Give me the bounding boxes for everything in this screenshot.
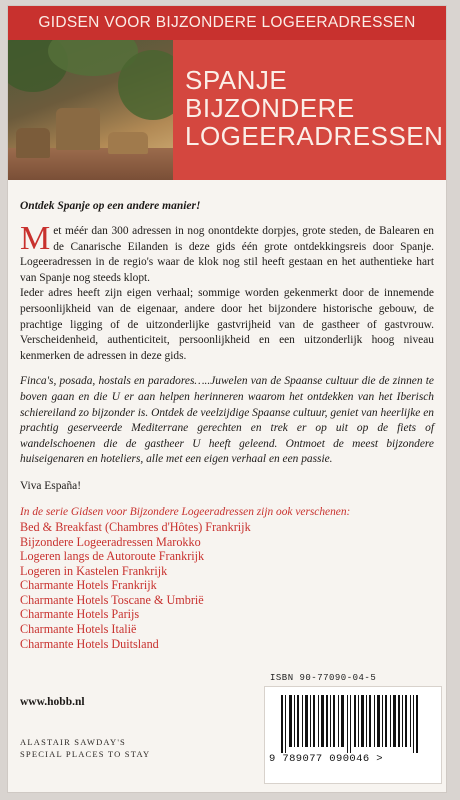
list-item: Bijzondere Logeeradressen Marokko — [20, 534, 201, 549]
intro-paragraph: Met méér dan 300 adressen in nog onontdekte dorpjes, grote steden, de Balearen en de Canarische Eilanden is deze gids één grote ontdekkingsreis door Spanje. Logeeradressen in de regio's waar de klok nog stil heeft gestaan en het authentieke hart van Spanje nog steeds klopt. — [20, 220, 434, 284]
barcode — [264, 686, 442, 784]
isbn-label: ISBN 90-77090-04-5 — [270, 673, 377, 683]
publisher-line: ALASTAIR SAWDAY'S — [20, 737, 126, 747]
publisher-line: SPECIAL PLACES TO STAY — [20, 749, 151, 759]
list-item: Charmante Hotels Duitsland — [20, 636, 159, 651]
list-item: Charmante Hotels Toscane & Umbrië — [20, 592, 204, 607]
closing-line: Viva España! — [20, 479, 81, 492]
website-link[interactable]: www.hobb.nl — [20, 696, 85, 708]
italic-paragraph: Finca's, posada, hostals en paradores…..Juwelen van de Spaanse cultuur die de zinnen te boven gaan en die U er aan helpen herinneren waarom het ontdekken van het Iberisch schiereiland zo bijzonder is. Ontdek de veelzijdige Spaanse cultuur, geniet van heerlijke en prachtig geserveerde Mediterrane gerechten en trek er op uit op de fiets of wandelschoenen die de gastheer U heeft geleend. Ontmoet de meest bijzondere huiseigenaren en hoteliers, alle met een eigen verhaal en een passie. — [20, 375, 434, 466]
cover-title — [173, 40, 446, 180]
tagline: Ontdek Spanje op een andere manier! — [20, 200, 201, 212]
barcode-digits: 9 789077 090046 > — [269, 753, 383, 765]
series-banner — [8, 6, 446, 40]
title-line: LOGEERADRESSEN — [185, 121, 444, 151]
list-item: Logeren in Kastelen Frankrijk — [20, 563, 168, 578]
publisher-imprint — [20, 736, 150, 760]
list-item: Logeren langs de Autoroute Frankrijk — [20, 549, 205, 564]
title-line: SPANJE — [185, 65, 288, 95]
title-line: BIJZONDERE — [185, 93, 355, 123]
blurb — [20, 200, 434, 651]
book-back-cover — [8, 6, 446, 792]
barcode-bars — [275, 695, 431, 753]
cover-hero — [8, 40, 446, 180]
list-item: Charmante Hotels Frankrijk — [20, 578, 157, 593]
list-item: Bed & Breakfast (Chambres d'Hôtes) Frankrijk — [20, 519, 251, 534]
list-item: Charmante Hotels Parijs — [20, 607, 140, 622]
series-heading: In de serie Gidsen voor Bijzondere Logeeradressen zijn ook verschenen: — [20, 505, 351, 518]
series-list — [20, 520, 434, 651]
list-item: Charmante Hotels Italië — [20, 622, 137, 637]
patio-photo — [8, 40, 173, 180]
series-title: GIDSEN VOOR BIJZONDERE LOGEERADRESSEN — [38, 14, 416, 31]
intro-paragraph: Ieder adres heeft zijn eigen verhaal; sommige worden gekenmerkt door de innemende persoonlijkheid van de eigenaar, andere door het bijzondere historische gebouw, de prachtige ligging of de uitzonderlijke gastvrijheid van de gastheer of gastvrouw. Verscheidenheid, authenticiteit, persoonlijkheid en een uitzonderlijk hoog niveau kenmerken de adressen in deze gids. — [20, 287, 434, 362]
